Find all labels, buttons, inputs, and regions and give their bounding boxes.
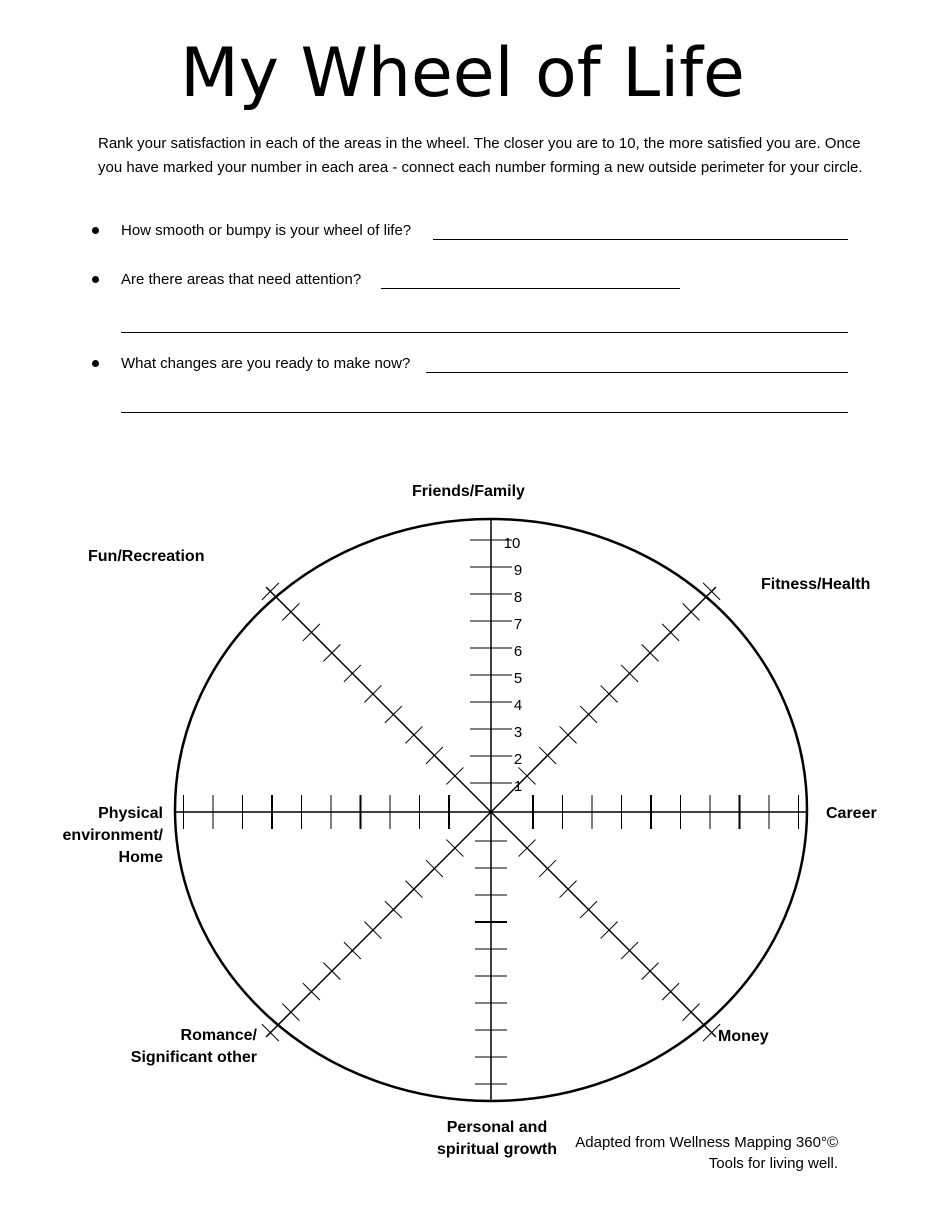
label-career: Career <box>826 805 877 822</box>
label-personal-line-1: Personal and <box>446 1119 548 1136</box>
scale-label-3: 3 <box>513 724 523 741</box>
label-friends-family: Friends/Family <box>412 483 525 500</box>
credit-line-1: Adapted from Wellness Mapping 360°© <box>575 1134 838 1151</box>
label-physical-environment <box>44 803 163 869</box>
credit-note <box>575 1132 838 1174</box>
scale-label-10: 10 <box>503 535 521 552</box>
question-3-text: What changes are you ready to make now? <box>121 355 411 372</box>
label-personal-spiritual-growth <box>420 1117 574 1161</box>
credit-line-2: Tools for living well. <box>708 1155 838 1172</box>
scale-label-9: 9 <box>513 562 523 579</box>
question-2-text: Are there areas that need attention? <box>121 271 362 288</box>
label-personal-line-2: spiritual growth <box>437 1141 557 1158</box>
label-physical-line-3: Home <box>118 849 163 866</box>
label-romance <box>112 1025 257 1069</box>
label-physical-line-2: environment/ <box>62 827 163 844</box>
wheel-spokes <box>176 518 806 1100</box>
label-romance-line-2: Significant other <box>130 1049 257 1066</box>
scale-label-2: 2 <box>513 751 523 768</box>
label-fitness-health: Fitness/Health <box>761 576 871 593</box>
scale-label-1: 1 <box>513 778 523 795</box>
scale-label-5: 5 <box>513 670 523 687</box>
scale-label-8: 8 <box>513 589 523 606</box>
question-1-text: How smooth or bumpy is your wheel of life? <box>121 222 412 239</box>
label-physical-line-1: Physical <box>98 805 163 822</box>
scale-label-4: 4 <box>513 697 523 714</box>
scale-label-7: 7 <box>513 616 523 633</box>
label-money: Money <box>718 1028 769 1045</box>
label-fun-recreation: Fun/Recreation <box>88 548 205 565</box>
instructions-text: Rank your satisfaction in each of the areas in the wheel. The closer you are to 10, the more satisfied you are. Once you have marked your number in each area - connect each number forming a new outside perimeter for your circle. <box>98 135 863 176</box>
label-romance-line-1: Romance/ <box>180 1027 257 1044</box>
page-title: My Wheel of Life <box>180 34 745 113</box>
scale-label-6: 6 <box>513 643 523 660</box>
